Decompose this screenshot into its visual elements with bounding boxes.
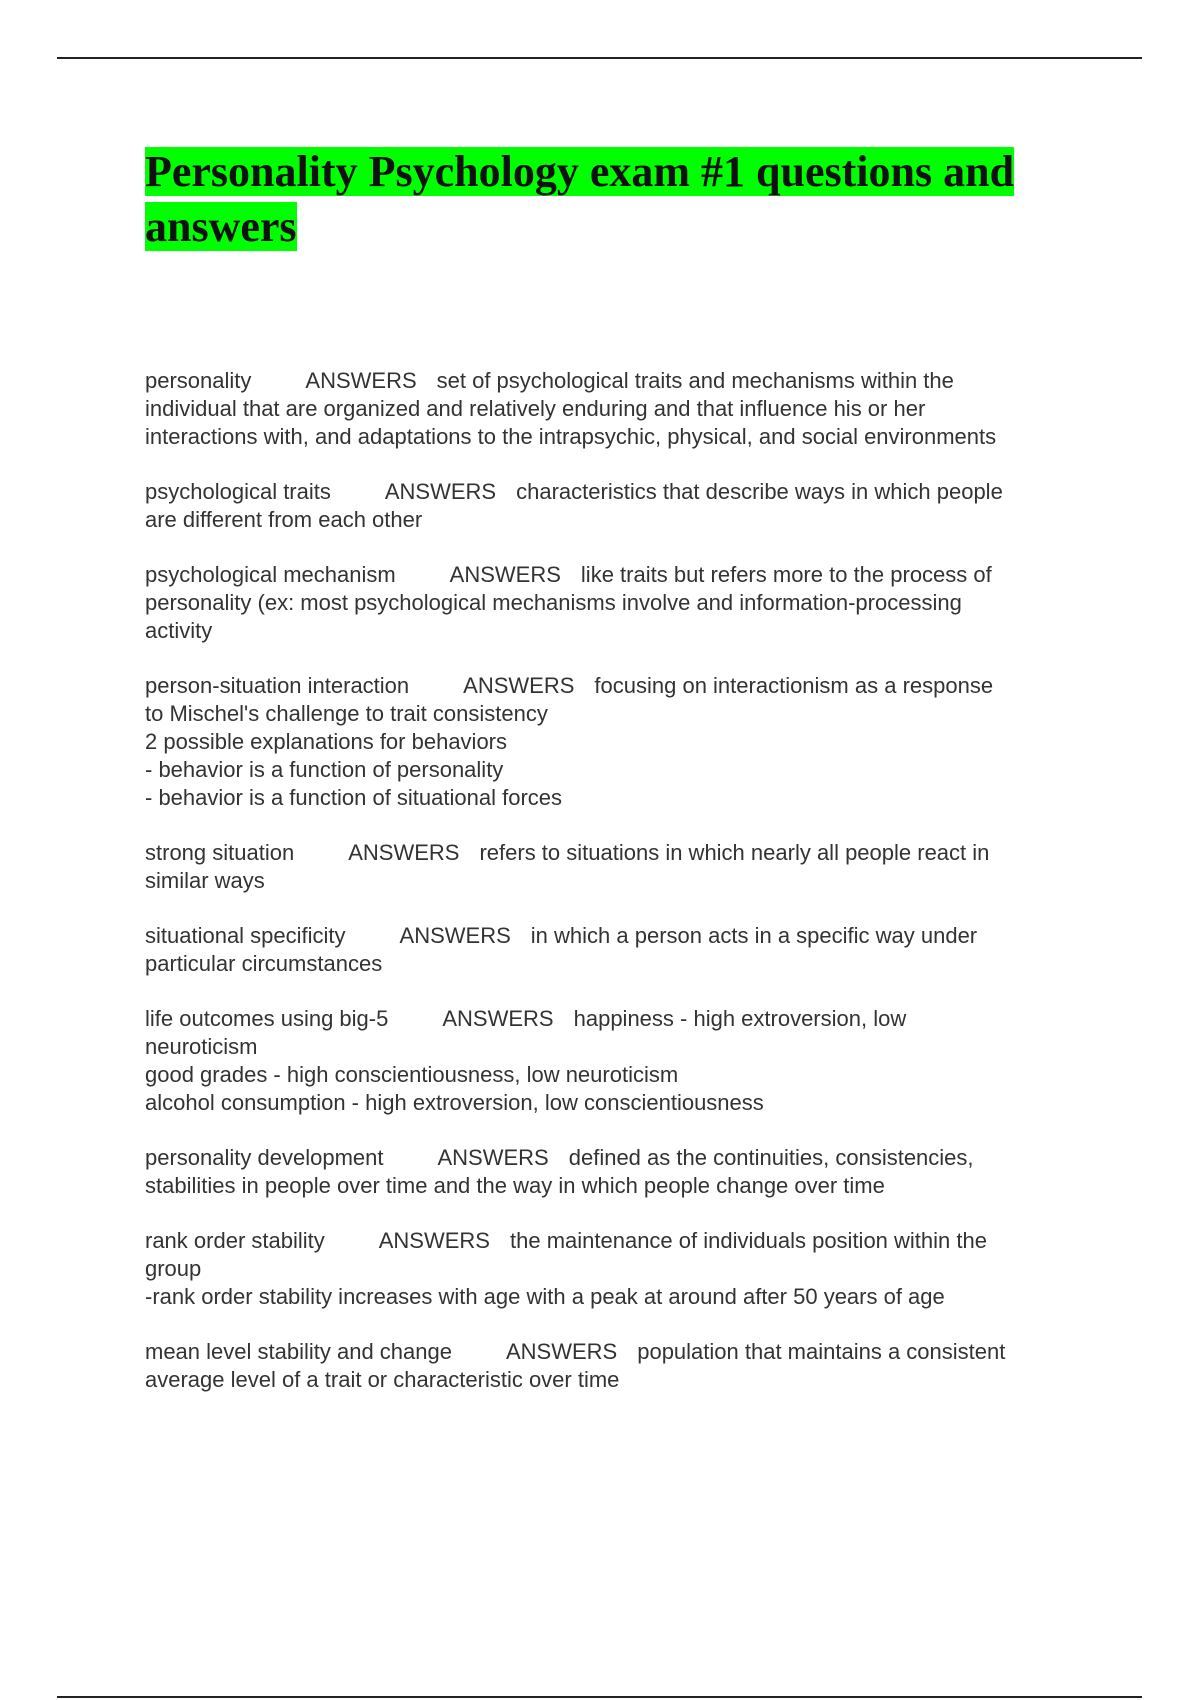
qa-answer-line: -rank order stability increases with age with a peak at around after 50 years of age [145,1284,945,1309]
answers-marker: ANSWERS [449,562,561,587]
qa-term: mean level stability and change [145,1339,452,1364]
qa-answer-line: neuroticism [145,1034,258,1059]
qa-answer-line: individual that are organized and relatively enduring and that influence his or her [145,396,926,421]
qa-list [145,367,1090,1421]
qa-answer-line: good grades - high conscientiousness, low neuroticism [145,1062,679,1087]
qa-answer-start: like traits but refers more to the process of [580,562,992,587]
qa-answer-line: 2 possible explanations for behaviors [145,729,508,754]
qa-entry-first-line [145,839,1090,867]
answers-marker: ANSWERS [505,1339,618,1364]
qa-entry [145,1144,1090,1200]
document-title [145,144,1045,254]
qa-entry-first-line [145,1338,1090,1366]
qa-answer-line: personality (ex: most psychological mechanisms involve and information-processing [145,590,962,615]
qa-answer-line: average level of a trait or characteristic over time [145,1367,620,1392]
qa-answer-start: population that maintains a consistent [637,1339,1006,1364]
qa-answer-line: alcohol consumption - high extroversion, low conscientiousness [145,1090,764,1115]
answers-marker: ANSWERS [348,840,460,865]
qa-term: personality [145,368,252,393]
qa-entry [145,367,1090,451]
qa-answer-line: interactions with, and adaptations to the intrapsychic, physical, and social environments [145,424,997,449]
answers-marker: ANSWERS [305,368,417,393]
qa-entry [145,839,1090,895]
qa-answer-line: similar ways [145,868,265,893]
qa-answer-start: in which a person acts in a specific way under [530,923,978,948]
qa-answer-line: particular circumstances [145,951,383,976]
qa-term: psychological traits [145,479,331,504]
qa-entry-first-line [145,922,1090,950]
answers-marker: ANSWERS [463,673,575,698]
qa-answer-line: - behavior is a function of personality [145,757,504,782]
qa-entry-first-line [145,367,1090,395]
qa-term: situational specificity [145,923,346,948]
header-rule [57,57,1142,59]
qa-entry-first-line [145,478,1090,506]
footer-rule [57,1696,1142,1698]
document-title-text: Personality Psychology exam #1 questions and answers [145,147,1015,251]
qa-entry-first-line [145,1005,1090,1033]
qa-entry [145,561,1090,645]
qa-answer-start: characteristics that describe ways in which people [516,479,1003,504]
qa-answer-line: group [145,1256,202,1281]
qa-answer-line: - behavior is a function of situational forces [145,785,563,810]
answers-marker: ANSWERS [442,1006,554,1031]
qa-entry-first-line [145,672,1090,700]
qa-answer-start: defined as the continuities, consistencies, [568,1145,974,1170]
qa-term: rank order stability [145,1228,325,1253]
answers-marker: ANSWERS [384,479,497,504]
answers-marker: ANSWERS [399,923,511,948]
qa-term: person-situation interaction [145,673,410,698]
qa-answer-start: the maintenance of individuals position within the [510,1228,987,1253]
qa-answer-start: happiness - high extroversion, low [573,1006,907,1031]
qa-entry-first-line [145,561,1090,589]
qa-entry [145,1005,1090,1117]
qa-entry-first-line [145,1144,1090,1172]
qa-entry [145,672,1090,812]
qa-answer-start: focusing on interactionism as a response [594,673,994,698]
qa-term: psychological mechanism [145,562,396,587]
qa-entry [145,1227,1090,1311]
qa-term: life outcomes using big-5 [145,1006,389,1031]
qa-answer-line: to Mischel's challenge to trait consistency [145,701,548,726]
qa-term: personality development [145,1145,384,1170]
qa-answer-start: refers to situations in which nearly all people react in [479,840,990,865]
qa-entry [145,1338,1090,1394]
qa-term: strong situation [145,840,295,865]
qa-entry-first-line [145,1227,1090,1255]
answers-marker: ANSWERS [437,1145,549,1170]
qa-answer-start: set of psychological traits and mechanisms within the [436,368,954,393]
qa-entry [145,922,1090,978]
qa-answer-line: stabilities in people over time and the way in which people change over time [145,1173,885,1198]
qa-answer-line: are different from each other [145,507,423,532]
qa-answer-line: activity [145,618,213,643]
qa-entry [145,478,1090,534]
answers-marker: ANSWERS [378,1228,490,1253]
